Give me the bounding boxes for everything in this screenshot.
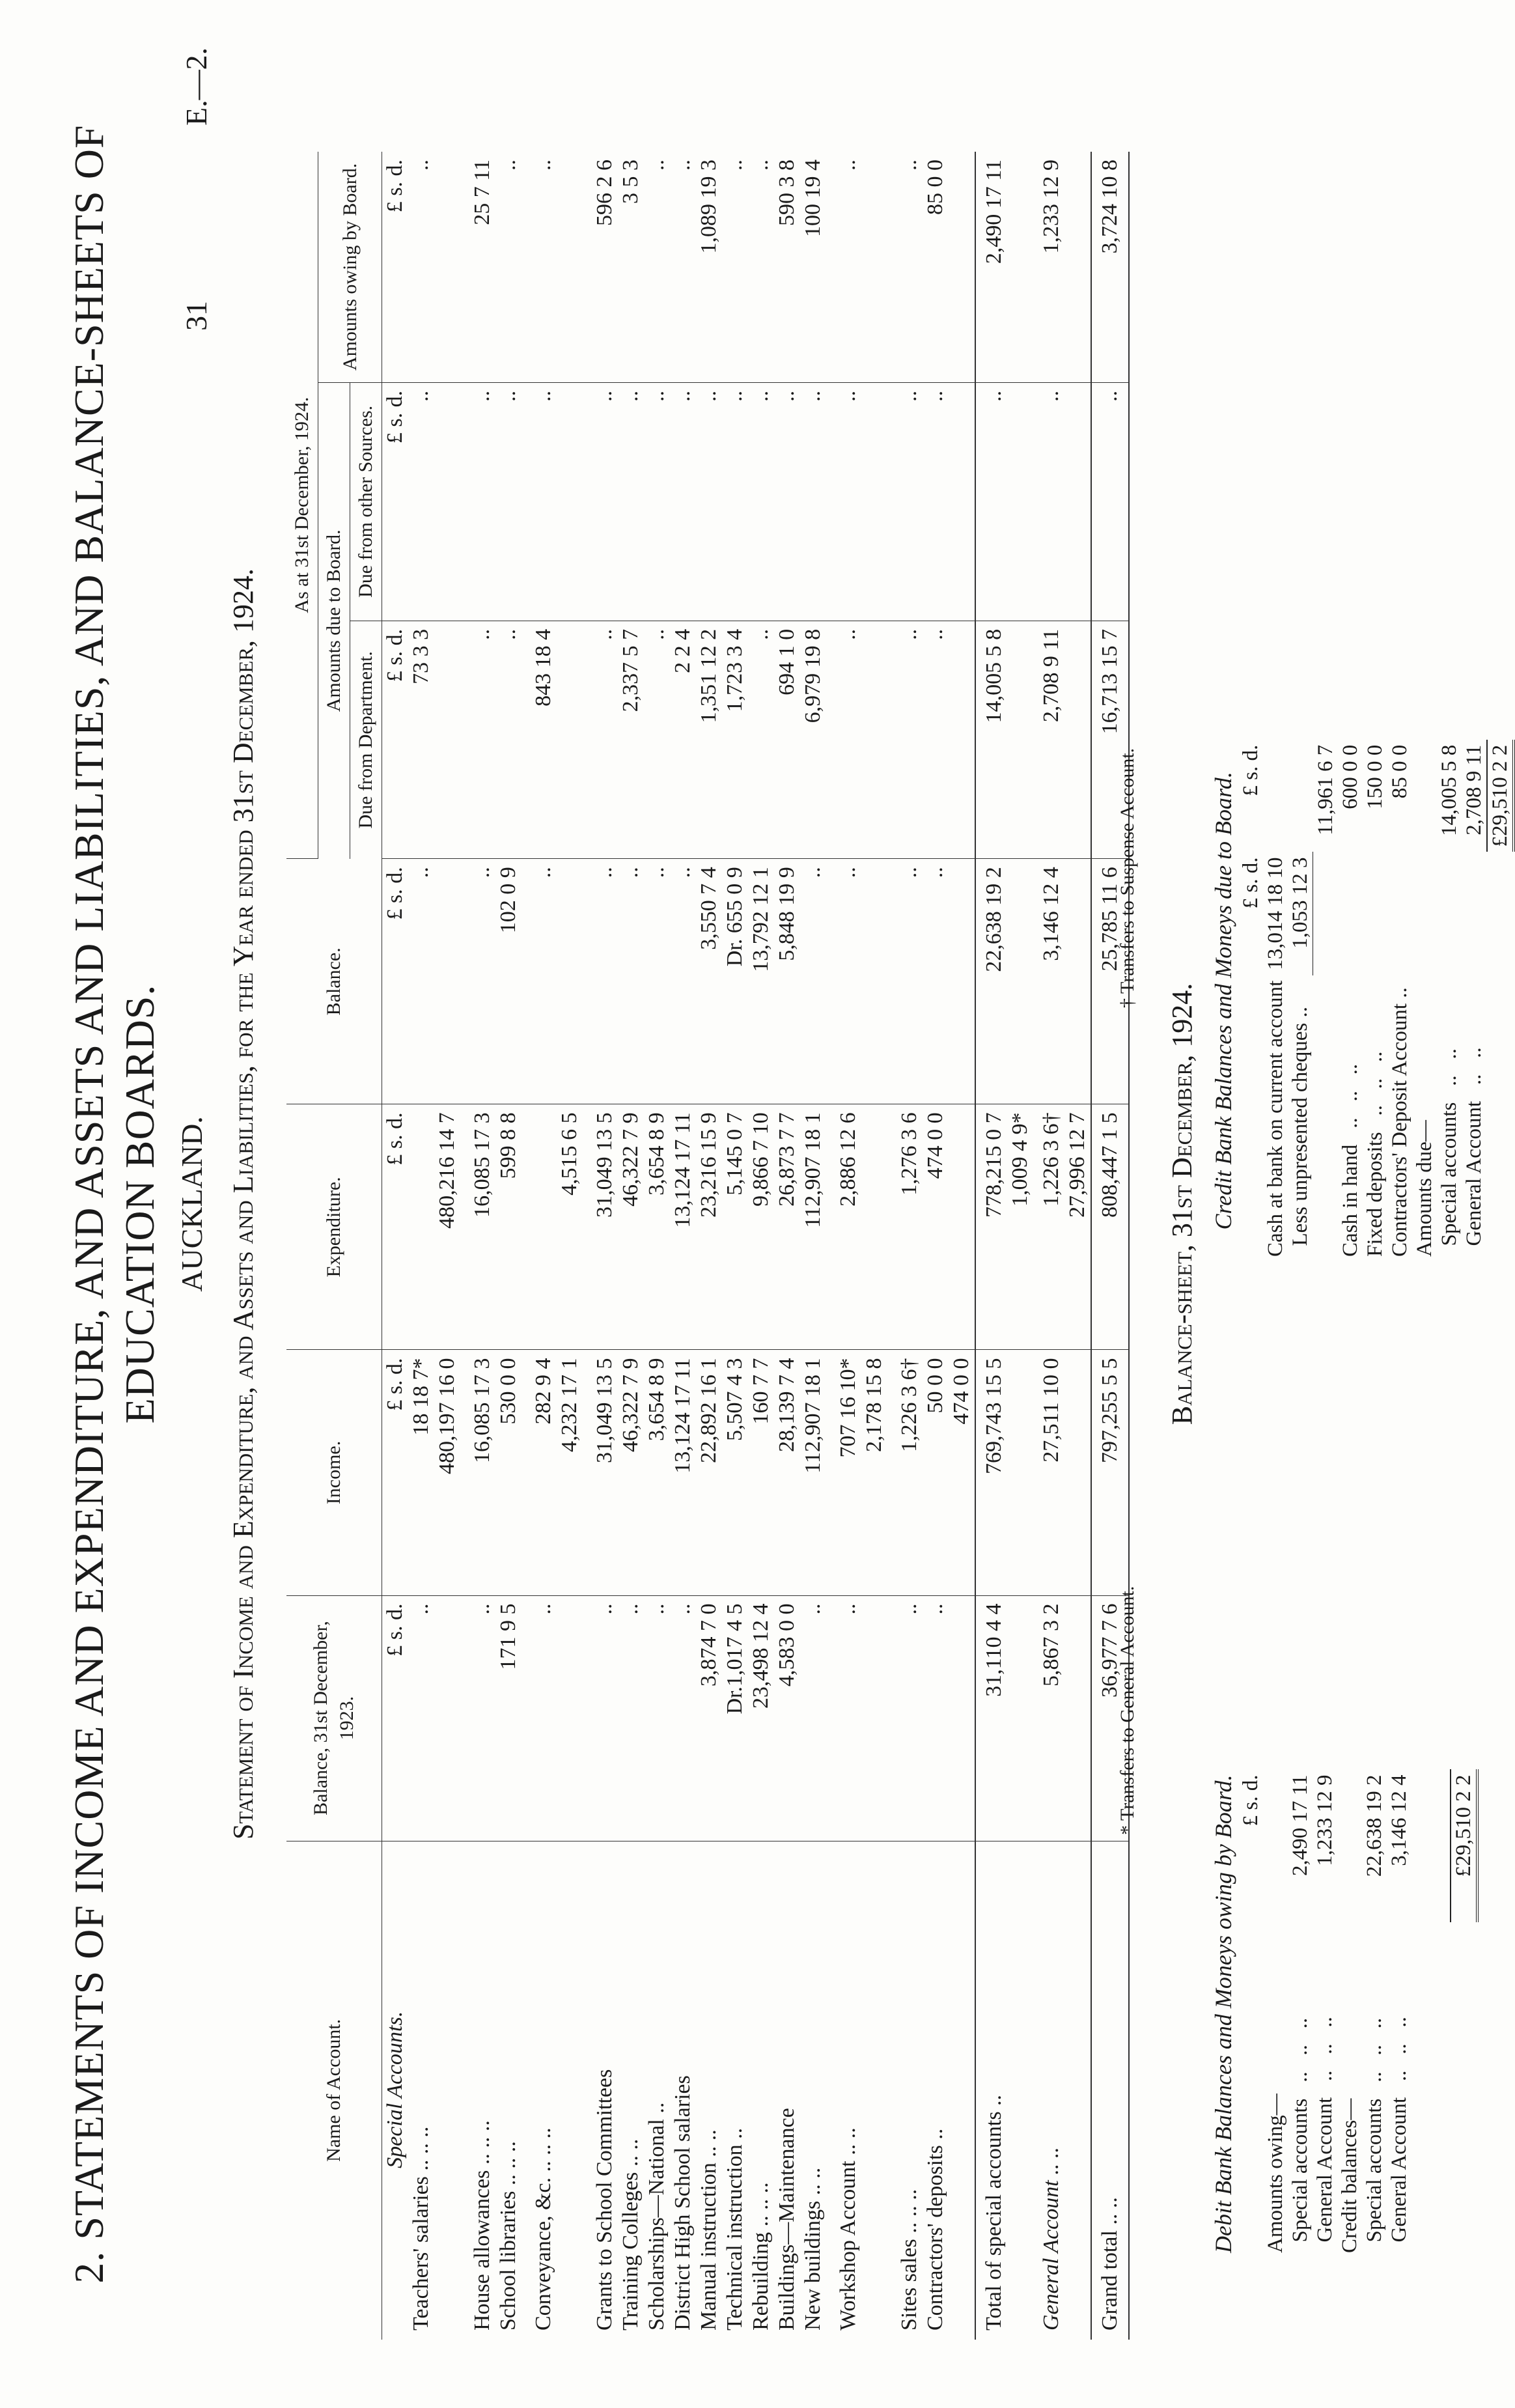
due-department: .. .. — [887, 621, 975, 858]
credit-label: Special accounts .. .. — [1437, 1048, 1461, 1257]
table-row — [887, 152, 975, 2340]
amount-owing: 25 7 11 .. — [460, 152, 521, 382]
table-row — [521, 152, 583, 2340]
debit-label: Special accounts .. .. .. — [1363, 2017, 1386, 2253]
amount-owing: 596 2 6 3 5 3 .. .. 1,089 19 3 .. .. 590 3 8 100 19 4 — [583, 152, 826, 382]
credit-amount — [1412, 740, 1437, 852]
debit-amount — [1337, 1769, 1362, 1922]
units: £ s. d. — [382, 621, 409, 858]
main-title — [64, 0, 165, 2408]
debit-label: General Account .. .. .. — [1313, 2017, 1337, 2253]
due-other: .. — [1091, 382, 1129, 621]
balance-sheet-title: Balance-sheet, 31st December, 1924. — [1166, 983, 1198, 1425]
expenditure: 2,886 12 6 — [826, 1104, 887, 1350]
balance-1923: .. — [408, 1595, 460, 1841]
credit-amount: 600 0 0 — [1338, 744, 1362, 809]
income: 18 18 7* 480,197 16 0 — [408, 1350, 460, 1595]
debit-label: Special accounts .. .. .. — [1288, 2017, 1312, 2253]
due-department: .. 2,337 5 7 .. 2 2 4 1,351 12 2 1,723 3 4 .. 694 1 0 6,979 19 8 — [583, 621, 826, 858]
income: 769,743 15 5 — [975, 1350, 1033, 1595]
income-expenditure-table — [286, 152, 1130, 2340]
footnote-general: * Transfers to General Account. — [1117, 1586, 1138, 1835]
credit-line — [1363, 740, 1387, 1262]
amount-owing: 3,724 10 8 — [1091, 152, 1129, 382]
debit-line — [1337, 1769, 1362, 2258]
credit-line — [1412, 740, 1437, 1262]
credit-side — [1211, 740, 1515, 1262]
table-row — [460, 152, 521, 2340]
balance: .. — [521, 859, 583, 1104]
debit-label: Credit balances— — [1338, 2098, 1361, 2253]
balance-1923: .. .. — [887, 1595, 975, 1841]
due-department: 73 3 3 — [408, 621, 460, 858]
balance: 3,146 12 4 — [1033, 859, 1091, 1104]
credit-label: Cash in hand .. .. .. — [1338, 1063, 1362, 1257]
col-name-header: Name of Account. — [286, 1841, 382, 2340]
income: 282 9 4 4,232 17 1 — [521, 1350, 583, 1595]
credit-amount — [1263, 740, 1288, 852]
credit-amount — [1437, 852, 1462, 975]
credit-amount — [1387, 852, 1412, 975]
balance-1923: .. — [826, 1595, 887, 1841]
due-department: 16,713 15 7 — [1091, 621, 1129, 858]
table-row — [583, 152, 826, 2340]
credit-amount — [1412, 852, 1437, 975]
balance: .. 102 0 9 — [460, 859, 521, 1104]
col-due-department-header: Due from Department. — [350, 621, 382, 858]
due-department: 2,708 9 11 — [1033, 621, 1091, 858]
income: 707 16 10* 2,178 15 8 — [826, 1350, 887, 1595]
credit-line — [1437, 740, 1462, 1262]
debit-line — [1387, 1769, 1411, 2258]
amount-owing: .. — [408, 152, 460, 382]
due-department: .. — [826, 621, 887, 858]
general-account-row — [1033, 152, 1091, 2340]
col-owing-header: Amounts owing by Board. — [318, 152, 382, 382]
units: £ s. d. — [382, 1104, 409, 1350]
credit-label: Amounts due— — [1412, 1120, 1436, 1257]
debit-amount: 3,146 12 4 — [1387, 1774, 1411, 1866]
expenditure: 808,447 1 5 — [1091, 1104, 1129, 1350]
income: 1,226 3 6† 50 0 0 474 0 0 — [887, 1350, 975, 1595]
income: 31,049 13 5 46,322 7 9 3,654 8 9 13,124 17 11 22,892 16 1 5,507 4 3 160 7 7 28,139 7 4 112,907 18 1 — [583, 1350, 826, 1595]
amount-owing: 2,490 17 11 — [975, 152, 1033, 382]
col-income-header: Income. — [286, 1350, 382, 1595]
credit-line — [1462, 740, 1487, 1262]
account-name: House allowances .. .. .. School libraries .. .. .. — [470, 2120, 520, 2331]
debit-amount: 2,490 17 11 — [1288, 1774, 1312, 1876]
balance: 22,638 19 2 — [975, 859, 1033, 1104]
credit-amount: 11,961 6 7 — [1313, 744, 1337, 835]
due-department: .. .. — [460, 621, 521, 858]
credit-amount — [1313, 852, 1338, 975]
account-name: Sites sales .. .. .. Contractors' deposits .. — [897, 2128, 947, 2331]
credit-amount — [1363, 852, 1387, 975]
title-line-2: EDUCATION BOARDS. — [117, 984, 163, 1424]
credit-line — [1387, 740, 1412, 1262]
balance: .. — [408, 859, 460, 1104]
amount-owing: .. 85 0 0 — [887, 152, 975, 382]
balance-1923: 5,867 3 2 — [1033, 1595, 1091, 1841]
credit-caption: Credit Bank Balances and Moneys due to Board. — [1210, 772, 1236, 1230]
credit-label: Fixed deposits .. .. .. — [1363, 1051, 1387, 1257]
credit-total: £29,510 2 2 — [1487, 740, 1514, 852]
credit-amount — [1462, 852, 1487, 975]
debit-label: Amounts owing— — [1264, 2093, 1287, 2253]
due-other: .. .. — [460, 382, 521, 621]
grand-total-row — [1091, 152, 1129, 2340]
credit-line — [1338, 740, 1363, 1262]
debit-total: £29,510 2 2 — [1451, 1769, 1477, 1922]
col-expenditure-header: Expenditure. — [286, 1104, 382, 1350]
balance: .. .. — [887, 859, 975, 1104]
units: £ s. d. — [1239, 1774, 1262, 1827]
income: 27,511 10 0 — [1033, 1350, 1091, 1595]
account-name: Grants to School Committees Training Colleges .. .. Scholarships—National .. District High School salaries Manual instruction .. .. Technical instruction .. Rebuilding .. .. .. Buildings—Maintenance New buildings .. .. — [592, 2069, 825, 2331]
amount-owing: 1,233 12 9 — [1033, 152, 1091, 382]
balance-1923: .. 171 9 5 — [460, 1595, 521, 1841]
expenditure: 778,215 0 7 1,009 4 9* — [975, 1104, 1033, 1350]
debit-caption: Debit Bank Balances and Moneys owing by Board. — [1210, 1774, 1236, 2253]
due-other: .. .. .. .. .. .. .. .. .. — [583, 382, 826, 621]
title-line-1: 2. STATEMENTS OF INCOME AND EXPENDITURE, AND ASSETS AND LIABILITIES, AND BALANCE-SHEETS OF — [66, 124, 112, 2284]
debit-label: General Account .. .. .. — [1387, 2017, 1411, 2253]
account-name: General Account .. .. — [1039, 2147, 1063, 2331]
balance: .. — [826, 859, 887, 1104]
debit-side — [1211, 1769, 1479, 2258]
due-other: .. — [521, 382, 583, 621]
credit-amount: 85 0 0 — [1387, 744, 1411, 799]
debit-amount: 1,233 12 9 — [1313, 1774, 1337, 1866]
footnote-suspense: † Transfers to Suspense Account. — [1117, 748, 1138, 1008]
units: £ s. d. — [382, 382, 409, 621]
credit-line — [1263, 740, 1288, 1262]
balance: 25,785 11 6 — [1091, 859, 1129, 1104]
credit-amount — [1288, 740, 1313, 852]
units: £ s. d. — [1239, 744, 1262, 796]
units: £ s. d. — [382, 1595, 409, 1841]
debit-line — [1263, 1769, 1288, 2258]
page-number: 31 — [180, 301, 213, 331]
debit-line — [1362, 1769, 1387, 2258]
credit-label: General Account .. .. — [1462, 1047, 1486, 1257]
balance-1923: 36,977 7 6 — [1091, 1595, 1129, 1841]
credit-label: Contractors' Deposit Account .. — [1387, 987, 1411, 1257]
credit-line — [1313, 740, 1338, 1262]
expenditure: 4,515 6 5 — [521, 1104, 583, 1350]
section-special-label: Special Accounts. — [383, 2011, 407, 2168]
debit-line — [1313, 1769, 1337, 2258]
col-balance-1923-header: Balance, 31st December, 1923. — [286, 1595, 382, 1841]
account-name: Total of special accounts .. — [975, 1841, 1033, 2340]
expenditure: 16,085 17 3 599 8 8 — [460, 1104, 521, 1350]
region-heading: AUCKLAND. — [175, 1116, 208, 1292]
amount-owing: .. — [826, 152, 887, 382]
col-balance-header: Balance. — [286, 859, 382, 1104]
col-asat-header: As at 31st December, 1924. — [286, 152, 318, 859]
account-name: Grand total .. .. — [1091, 1841, 1129, 2340]
expenditure: 1,226 3 6† 27,996 12 7 — [1033, 1104, 1091, 1350]
total-special-row — [975, 152, 1033, 2340]
credit-amount: 1,053 12 3 — [1288, 852, 1313, 975]
income: 797,255 5 5 — [1091, 1350, 1129, 1595]
account-name: Workshop Account .. .. — [836, 2127, 860, 2331]
balance: .. .. .. .. 3,550 7 4 Dr. 655 0 9 13,792 12 1 5,848 19 9 .. — [583, 859, 826, 1104]
document-code: E.—2. — [180, 47, 213, 126]
income: 16,085 17 3 530 0 0 — [460, 1350, 521, 1595]
credit-amount: 14,005 5 8 — [1437, 744, 1461, 836]
due-department: 843 18 4 — [521, 621, 583, 858]
credit-amount: 13,014 18 10 — [1264, 857, 1287, 970]
units: £ s. d. — [382, 152, 409, 382]
balance-1923: 31,110 4 4 — [975, 1595, 1033, 1841]
credit-amount — [1338, 852, 1363, 975]
units: £ s. d. — [1239, 857, 1262, 909]
due-other: .. — [1033, 382, 1091, 621]
units: £ s. d. — [382, 859, 409, 1104]
statement-heading: Statement of Income and Expenditure, and Assets and Liabilities, for the Year ended 31st December, 1924. — [227, 568, 259, 1840]
table-row — [408, 152, 460, 2340]
expenditure: 31,049 13 5 46,322 7 9 3,654 8 9 13,124 17 11 23,216 15 9 5,145 0 7 9,866 7 10 26,873 7 7 112,907 18 1 — [583, 1104, 826, 1350]
credit-amount: 2,708 9 11 — [1462, 744, 1486, 835]
debit-amount: 22,638 19 2 — [1363, 1774, 1386, 1877]
col-due-to-board-header: Amounts due to Board. — [318, 382, 350, 858]
col-due-other-header: Due from other Sources. — [350, 382, 382, 621]
balance-1923: .. .. .. .. 3,874 7 0 Dr.1,017 4 5 23,498 12 4 4,583 0 0 .. — [583, 1595, 826, 1841]
due-department: 14,005 5 8 — [975, 621, 1033, 858]
expenditure: 1,276 3 6 474 0 0 — [887, 1104, 975, 1350]
expenditure: 480,216 14 7 — [408, 1104, 460, 1350]
account-name: Conveyance, &c. .. .. .. — [531, 2127, 555, 2331]
credit-label: Cash at bank on current account — [1264, 980, 1287, 1257]
account-name: Teachers' salaries .. .. .. — [409, 2126, 433, 2331]
table-row — [826, 152, 887, 2340]
units: £ s. d. — [382, 1350, 409, 1595]
credit-amount: 150 0 0 — [1363, 744, 1387, 809]
due-other: .. .. — [887, 382, 975, 621]
due-other: .. — [408, 382, 460, 621]
due-other: .. — [975, 382, 1033, 621]
credit-line — [1288, 740, 1313, 1262]
amount-owing: .. — [521, 152, 583, 382]
credit-label: Less unpresented cheques .. — [1288, 1007, 1312, 1257]
balance-1923: .. — [521, 1595, 583, 1841]
debit-line — [1288, 1769, 1313, 2258]
due-other: .. — [826, 382, 887, 621]
debit-amount — [1263, 1769, 1288, 1922]
credit-label — [1313, 975, 1338, 1262]
